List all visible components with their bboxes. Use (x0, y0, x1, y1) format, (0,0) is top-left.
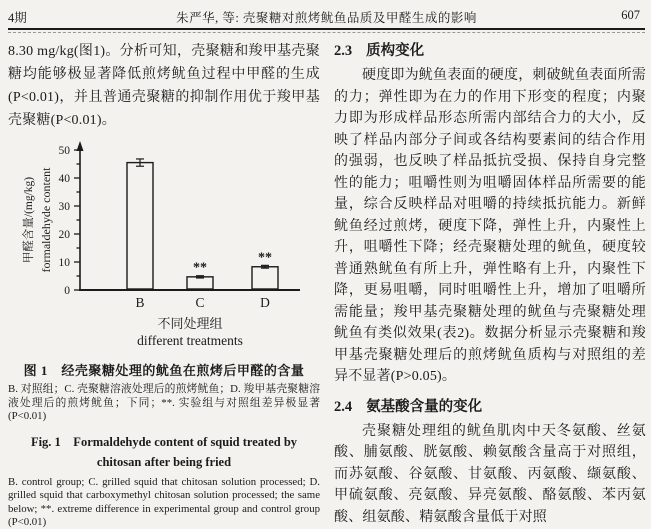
section-2-4-heading (334, 396, 646, 418)
figure-caption-en-line1: Fig. 1 Formaldehyde content of squid treated by (30, 434, 298, 449)
x-category-label-D: D (260, 295, 270, 310)
formaldehyde-bar-chart (8, 138, 318, 356)
y-tick-label: 30 (58, 201, 70, 213)
y-tick-label: 10 (58, 257, 70, 269)
x-category-label-B: B (135, 295, 145, 310)
figure-caption-zh: 图 1 经壳聚糖处理的鱿鱼在煎烤后甲醛的含量 (23, 363, 305, 378)
header-rule-scan-shadow (8, 32, 645, 33)
figure-caption-en-line2: chitosan after being fried (96, 454, 232, 469)
bar-D (252, 267, 278, 289)
figure-note-zh: B. 对照组；C. 壳聚糖溶液处理后的煎烤鱿鱼；D. 羧甲基壳聚糖溶液处理后的煎烤鱿鱼；下同；**. 实验组与对照组差异极显著(P<0.01) (8, 383, 320, 422)
y-axis-title-en: formaldehyde content (39, 167, 53, 273)
page-number: 607 (621, 8, 640, 22)
significance-marker-D: ** (258, 250, 272, 266)
y-tick-label: 0 (64, 285, 70, 297)
x-axis-title-en: different treatments (137, 333, 243, 348)
y-axis-title-zh: 甲醛含量/(mg/kg) (23, 176, 35, 264)
y-tick-label: 50 (58, 145, 70, 157)
x-axis-title-zh: 不同处理组 (157, 316, 223, 331)
header-rule (8, 28, 645, 30)
section-2-4-paragraph: 壳聚糖处理组的鱿鱼肌肉中天冬氨酸、丝氨酸、脯氨酸、胱氨酸、赖氨酸含量高于对照组，而苏氨酸、谷氨酸、甘氨酸、丙氨酸、缬氨酸、甲硫氨酸、亮氨酸、异亮氨酸、酪氨酸、苯丙氨酸、组氨酸、精氨酸含量低于对照 (334, 423, 646, 525)
x-category-label-C: C (195, 295, 205, 310)
section-2-3-number: 2.3 (334, 43, 353, 59)
section-2-3-title: 质构变化 (366, 43, 425, 59)
y-tick-label: 20 (58, 229, 70, 241)
figure-caption-en (8, 432, 320, 472)
bar-C (187, 277, 213, 289)
issue-label: 4期 (8, 11, 27, 25)
section-2-3-paragraph: 硬度即为鱿鱼表面的硬度，刺破鱿鱼表面所需的力；弹性即为在力的作用下形变的程度；内聚力即为形成样品形态所需内部结合力的大小，反映了样品内部分子间或各结构要素间的结合作用的强弱，也反映了样品抵抗受损、保持自身完整性的能力；咀嚼性则为咀嚼固体样品所需要的能量，综合反映样品对咀嚼的持续抵抗能力。新鲜鱿鱼经过煎烤，硬度下降，弹性上升，内聚性上升，咀嚼性下降；经壳聚糖处理的鱿鱼，硬度较普通熟鱿鱼有所上升，弹性略有上升，内聚性下降，更易咀嚼，同时咀嚼性上升，增加了咀嚼所需能量；羧甲基壳聚糖处理的鱿鱼与壳聚糖处理鱿鱼有类似效果(表2)。数据分析显示壳聚糖和羧甲基壳聚糖处理后的煎烤鱿鱼质构与对照组的差异不显著(P>0.05)。 (334, 68, 646, 384)
section-2-4-number: 2.4 (334, 398, 353, 415)
left-paragraph: 8.30 mg/kg(图1)。分析可知，壳聚糖和羧甲基壳聚糖均能够极显著降低煎烤鱿鱼过程中甲醛的生成(P<0.01)，并且普通壳聚糖的抑制作用优于羧甲基壳聚糖(P<0.01)。 (8, 44, 320, 128)
section-2-3-heading (334, 40, 646, 62)
figure-note-en: B. control group; C. grilled squid that chitosan solution processed; D. grilled squid that carboxymethyl chitosan solution processed; the same below; **. extreme difference in experimental group and control group (P<0.01) (8, 475, 320, 528)
significance-marker-C: ** (193, 260, 207, 276)
figure-1-chart-area (8, 138, 318, 356)
y-tick-label: 40 (58, 173, 70, 185)
page-header (8, 8, 645, 26)
left-column (8, 40, 320, 529)
bar-B (127, 163, 153, 289)
right-column (334, 40, 646, 529)
figure-1 (8, 138, 320, 529)
section-2-4-title: 氨基酸含量的变化 (366, 398, 483, 415)
running-title: 朱严华, 等: 壳聚糖对煎烤鱿鱼品质及甲醛生成的影响 (176, 11, 477, 25)
